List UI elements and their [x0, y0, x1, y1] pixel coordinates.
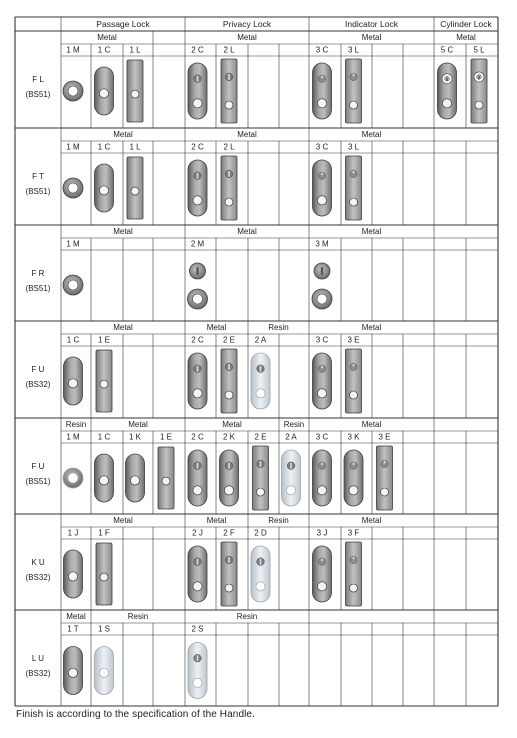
plate-code: 1 L [129, 142, 141, 152]
plate-1e [158, 447, 174, 509]
lever-hole-icon [100, 573, 108, 581]
oval-plate-icon [313, 160, 332, 216]
row-sublabel: (BS32) [25, 573, 51, 583]
lever-hole-icon [193, 582, 202, 591]
plate-code: 3 C [315, 142, 329, 152]
plate-2s [188, 643, 207, 699]
material-label: Metal [66, 612, 86, 622]
plate-code: 2 L [223, 142, 235, 152]
row-label: K U [31, 558, 45, 568]
oval-plate-icon [438, 63, 457, 119]
material-label: Metal [361, 420, 382, 430]
plate-code: 1 E [159, 432, 173, 442]
plate-code: 1 K [128, 432, 142, 442]
plate-1m [63, 81, 83, 101]
plate-3f [346, 542, 362, 606]
plate-code: 1 J [67, 528, 79, 538]
material-label: Metal [361, 33, 382, 43]
plate-2e [253, 446, 269, 510]
material-label: Metal [361, 323, 382, 333]
plate-code: 1 E [97, 335, 111, 345]
plate-2c [188, 353, 207, 409]
plate-code: 1 M [66, 45, 80, 55]
lever-hole-icon [193, 389, 202, 398]
thumbturn-bar-icon [228, 74, 230, 80]
plate-1l [127, 157, 143, 219]
plate-code: 2 C [191, 335, 204, 345]
plate-3m [312, 263, 332, 309]
lever-hole-icon [257, 488, 265, 496]
plate-code: 1 M [66, 432, 80, 442]
plate-1k [126, 454, 145, 502]
plate-3c [313, 160, 332, 216]
lever-hole-icon [317, 486, 326, 495]
lever-hole-icon [225, 391, 233, 399]
lever-hole-icon [68, 86, 78, 96]
group-header: Cylinder Lock [440, 18, 492, 29]
lever-hole-icon [317, 389, 326, 398]
indicator-mark-icon [353, 462, 354, 465]
lever-hole-icon [99, 476, 108, 485]
plate-code: 2 J [192, 528, 203, 538]
plate-code: 1 C [97, 45, 111, 55]
plate-code: 5 L [473, 45, 485, 55]
row-sublabel: (BS51) [25, 187, 51, 197]
thumbturn-bar-icon [260, 461, 262, 467]
indicator-mark-icon [384, 461, 385, 464]
lever-hole-icon [349, 486, 358, 495]
material-label: Resin [236, 612, 258, 622]
lever-hole-icon [225, 101, 233, 109]
lever-hole-icon [68, 668, 77, 677]
plate-3c [313, 353, 332, 409]
plate-3k [344, 450, 363, 506]
row-sublabel: (BS51) [25, 477, 51, 487]
rect-plate-icon [253, 446, 269, 510]
plate-2m [188, 263, 208, 309]
rect-plate-icon [377, 446, 393, 510]
plate-code: 2 M [190, 239, 205, 249]
lever-hole-icon [193, 99, 202, 108]
plate-3l [346, 59, 362, 123]
material-label: Metal [361, 130, 382, 140]
plate-code: 2 E [222, 335, 236, 345]
plate-2a [251, 353, 270, 409]
row-label: F T [32, 172, 44, 182]
plate-code: 2 A [285, 432, 297, 442]
plate-1c [95, 67, 114, 115]
indicator-mark-icon [321, 462, 322, 465]
thumbturn-bar-icon [197, 559, 199, 565]
thumbturn-bar-icon [228, 463, 230, 469]
oval-plate-icon [188, 63, 207, 119]
oval-plate-icon [188, 546, 207, 602]
lever-hole-icon [193, 678, 202, 687]
rect-plate-icon [221, 156, 237, 220]
lever-hole-icon [162, 477, 170, 485]
plate-code: 2 C [191, 432, 204, 442]
lever-hole-icon [225, 584, 233, 592]
material-label: Metal [113, 323, 133, 333]
plate-code: 1 M [66, 142, 80, 152]
plate-code: 2 A [254, 335, 267, 345]
rect-plate-icon [221, 59, 237, 123]
row-sublabel: (BS51) [25, 90, 51, 100]
lever-hole-icon [350, 101, 358, 109]
key-slot-icon [446, 78, 447, 81]
plate-code: 2 F [223, 528, 235, 538]
material-label: Metal [237, 227, 257, 237]
lever-hole-icon [442, 99, 451, 108]
lever-hole-icon [193, 196, 202, 205]
oval-plate-icon [188, 353, 207, 409]
plate-2l [221, 156, 237, 220]
oval-plate-icon [313, 450, 332, 506]
thumbturn-bar-icon [197, 76, 199, 82]
material-label: Metal [237, 130, 257, 140]
plate-code: 1 M [66, 239, 80, 249]
plate-1m [63, 468, 83, 488]
key-slot-icon [478, 76, 479, 79]
lever-hole-icon [350, 198, 358, 206]
material-label: Metal [128, 420, 148, 430]
plate-code: 1 C [97, 142, 111, 152]
lever-hole-icon [68, 379, 77, 388]
plate-5l [471, 59, 487, 123]
material-label: Resin [268, 516, 289, 526]
group-header: Passage Lock [96, 18, 150, 29]
row-label: F L [32, 75, 44, 85]
plate-3c [313, 63, 332, 119]
lever-hole-icon [100, 380, 108, 388]
plate-code: 2 K [222, 432, 236, 442]
plate-1f [96, 543, 112, 605]
thumbturn-bar-icon [197, 173, 199, 179]
row-sublabel: (BS51) [25, 284, 51, 294]
lever-hole-icon [99, 89, 108, 98]
material-label: Metal [456, 33, 476, 43]
material-label: Metal [361, 227, 382, 237]
plate-code: 3 J [316, 528, 328, 538]
oval-plate-icon [313, 546, 332, 602]
plate-1c [64, 357, 83, 405]
material-label: Metal [237, 33, 257, 43]
plate-3e [377, 446, 393, 510]
plate-code: 1 T [67, 624, 79, 634]
oval-plate-icon [220, 450, 239, 506]
plate-1s [95, 647, 114, 695]
plate-code: 3 K [347, 432, 360, 442]
oval-plate-icon [313, 63, 332, 119]
lever-hole-icon [350, 584, 358, 592]
plate-2e [221, 349, 237, 413]
lever-hole-icon [68, 473, 78, 483]
rect-plate-icon [346, 156, 362, 220]
lever-hole-icon [350, 391, 358, 399]
thumbturn-bar-icon [228, 171, 230, 177]
oval-plate-icon [188, 450, 207, 506]
thumbturn-bar-icon [290, 463, 292, 469]
indicator-mark-icon [321, 75, 322, 78]
thumbturn-bar-icon [197, 463, 199, 469]
indicator-mark-icon [321, 558, 322, 561]
material-label: Metal [206, 323, 227, 333]
plate-2c [188, 63, 207, 119]
plate-2c [188, 160, 207, 216]
row-label: F R [31, 269, 45, 279]
plate-code: 3 C [315, 45, 329, 55]
plate-code: 3 L [347, 142, 360, 152]
plate-1t [64, 647, 83, 695]
plate-2j [188, 546, 207, 602]
material-label: Metal [206, 516, 227, 526]
plate-code: 2 S [191, 624, 204, 634]
lever-hole-icon [256, 389, 265, 398]
lever-hole-icon [286, 486, 295, 495]
plate-code: 1 C [66, 335, 80, 345]
oval-plate-icon [188, 160, 207, 216]
group-header: Indicator Lock [345, 18, 398, 29]
plate-2c [188, 450, 207, 506]
thumbturn-bar-icon [197, 366, 199, 372]
lever-hole-icon [381, 488, 389, 496]
lever-hole-icon [317, 99, 326, 108]
material-label: Metal [113, 227, 133, 237]
material-label: Metal [222, 420, 242, 430]
plate-2k [220, 450, 239, 506]
plate-1e [96, 350, 112, 412]
lever-hole-icon [193, 486, 202, 495]
thumbturn-bar-icon [228, 364, 230, 370]
plate-code: 3 C [315, 432, 329, 442]
plate-1c [95, 454, 114, 502]
rect-plate-icon [471, 59, 487, 123]
plate-3j [313, 546, 332, 602]
row-sublabel: (BS32) [25, 669, 51, 679]
rect-plate-icon [346, 349, 362, 413]
oval-plate-icon [188, 643, 207, 699]
plate-1c [95, 164, 114, 212]
lever-hole-icon [193, 294, 203, 304]
plate-code: 3 E [347, 335, 360, 345]
rect-plate-icon [346, 59, 362, 123]
plate-1m [63, 178, 83, 198]
rect-plate-icon [221, 349, 237, 413]
plate-code: 3 L [347, 45, 360, 55]
plate-3c [313, 450, 332, 506]
plate-code: 1 F [98, 528, 110, 538]
footnote: Finish is according to the specification of the Handle. [16, 709, 255, 720]
lever-hole-icon [130, 476, 139, 485]
plate-5c [438, 63, 457, 119]
lever-hole-icon [68, 280, 78, 290]
material-label: Metal [361, 516, 382, 526]
lever-hole-icon [317, 196, 326, 205]
plate-code: 2 E [254, 432, 267, 442]
plate-code: 3 C [315, 335, 329, 345]
indicator-mark-icon [321, 365, 322, 368]
plate-3e [346, 349, 362, 413]
plate-code: 1 L [129, 45, 141, 55]
plate-2l [221, 59, 237, 123]
group-header: Privacy Lock [222, 18, 272, 29]
lever-hole-icon [99, 186, 108, 195]
plate-1l [127, 60, 143, 122]
material-label: Metal [113, 516, 133, 526]
lever-hole-icon [131, 90, 139, 98]
rect-plate-icon [346, 542, 362, 606]
material-label: Resin [65, 420, 87, 430]
material-label: Resin [268, 323, 289, 333]
material-label: Metal [97, 33, 117, 43]
plate-3l [346, 156, 362, 220]
lever-hole-icon [225, 198, 233, 206]
lever-hole-icon [68, 183, 78, 193]
plate-code: 3 M [315, 239, 329, 249]
indicator-mark-icon [353, 557, 354, 560]
rect-plate-icon [221, 542, 237, 606]
oval-plate-icon [344, 450, 363, 506]
lever-hole-icon [99, 668, 108, 677]
row-sublabel: (BS32) [25, 380, 51, 390]
oval-plate-icon [251, 353, 270, 409]
plate-code: 1 S [97, 624, 111, 634]
plate-code: 5 C [440, 45, 454, 55]
thumbturn-icon [196, 267, 198, 275]
plate-1j [64, 550, 83, 598]
plate-code: 3 F [347, 528, 360, 538]
oval-plate-icon [282, 450, 301, 506]
row-label: F U [31, 462, 45, 472]
plate-code: 2 C [191, 45, 204, 55]
row-label: L U [31, 654, 45, 664]
lever-hole-icon [224, 486, 233, 495]
plate-code: 1 C [97, 432, 111, 442]
plate-1m [63, 275, 83, 295]
thumbturn-bar-icon [260, 366, 262, 372]
plate-code: 2 C [191, 142, 204, 152]
plate-2d [251, 546, 270, 602]
thumbturn-bar-icon [228, 557, 230, 563]
material-label: Resin [283, 420, 305, 430]
lever-hole-icon [317, 582, 326, 591]
oval-plate-icon [251, 546, 270, 602]
lever-hole-icon [131, 187, 139, 195]
lever-hole-icon [256, 582, 265, 591]
thumbturn-bar-icon [260, 559, 262, 565]
lever-hole-icon [68, 572, 77, 581]
material-label: Resin [127, 612, 149, 622]
plate-code: 2 D [254, 528, 267, 538]
plate-code: 3 E [378, 432, 391, 442]
thumbturn-bar-icon [197, 655, 199, 661]
lever-hole-icon [317, 294, 327, 304]
indicator-mark-icon [353, 364, 354, 367]
thumbturn-icon [321, 267, 323, 275]
indicator-mark-icon [353, 171, 354, 174]
row-label: F U [31, 365, 45, 375]
material-label: Metal [113, 130, 133, 140]
plate-code: 2 L [223, 45, 235, 55]
plate-2a [282, 450, 301, 506]
indicator-mark-icon [353, 74, 354, 77]
oval-plate-icon [313, 353, 332, 409]
indicator-mark-icon [321, 172, 322, 175]
plate-2f [221, 542, 237, 606]
lever-hole-icon [475, 101, 483, 109]
